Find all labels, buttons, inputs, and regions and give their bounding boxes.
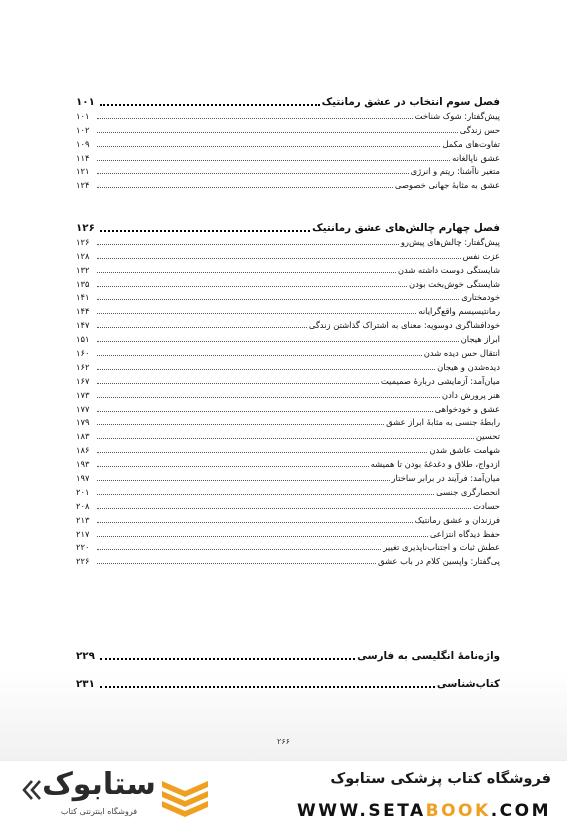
- toc-bibliography-heading: [76, 674, 500, 690]
- toc-chapter-heading: [76, 92, 500, 108]
- toc-chapter4-section: [76, 218, 500, 567]
- toc-entry-page: ۲۱۳: [76, 514, 90, 525]
- toc-entry-title: خودافشاگری دوسویه: معنای به اشتراک گذاشتن زندگی: [308, 320, 500, 331]
- toc-entry: [76, 248, 500, 262]
- toc-entry: [76, 177, 500, 191]
- toc-entry-title: رمانتیسیسم واقع‌گرایانه: [418, 306, 500, 317]
- toc-entry-title: دیده‌شدن و هیجان: [437, 361, 500, 372]
- toc-entry-title: شایستگی خوش‌بخت بودن: [408, 278, 500, 289]
- glossary-page: ۲۲۹: [76, 650, 95, 662]
- toc-entry-page: ۱۱۴: [76, 152, 90, 163]
- toc-entry: [76, 373, 500, 387]
- toc-entry: [76, 359, 500, 373]
- dot-leader: [97, 187, 393, 188]
- toc-entry: [76, 108, 500, 122]
- dot-leader: [97, 299, 459, 300]
- url-suffix: .COM: [490, 801, 551, 821]
- toc-entry-page: ۱۶۲: [76, 361, 90, 372]
- glossary-title: واژه‌نامهٔ انگلیسی به فارسی: [357, 650, 500, 662]
- bibliography-title: کتاب‌شناسی: [436, 678, 500, 690]
- chapter-page: ۱۰۱: [76, 96, 95, 108]
- toc-entry: [76, 345, 500, 359]
- url-prefix: WWW.SETA: [297, 801, 426, 821]
- dot-leader: [97, 536, 428, 537]
- toc-entry: [76, 484, 500, 498]
- toc-entry-page: ۱۲۸: [76, 250, 90, 261]
- toc-entry-page: ۱۲۶: [76, 236, 90, 247]
- toc-chapter4-list: [76, 234, 500, 567]
- dot-leader: [97, 258, 461, 259]
- dot-leader: [97, 452, 427, 453]
- dot-leader: [100, 230, 310, 232]
- dot-leader: [97, 508, 471, 509]
- toc-entry-title: پی‌گفتار: واپسین کلام در باب عشق: [377, 556, 500, 567]
- toc-entry: [76, 387, 500, 401]
- toc-entry-title: حس زندگی: [459, 124, 500, 135]
- dot-leader: [97, 466, 369, 467]
- dot-leader: [97, 160, 450, 161]
- toc-entry-page: ۱۰۱: [76, 110, 90, 121]
- toc-entry-page: ۱۹۷: [76, 473, 90, 484]
- toc-entry-page: ۱۳۵: [76, 278, 90, 289]
- dot-leader: [97, 272, 396, 273]
- dot-leader: [97, 173, 409, 174]
- url-accent: BOOK: [425, 801, 491, 821]
- toc-chapter3-list: [76, 108, 500, 191]
- toc-entry: [76, 456, 500, 470]
- dot-leader: [97, 313, 416, 314]
- toc-entry-title: هنر پرورش دادن: [441, 389, 500, 400]
- toc-entry-page: ۱۶۰: [76, 348, 90, 359]
- toc-entry-title: تحسین: [475, 431, 500, 442]
- toc-entry: [76, 331, 500, 345]
- toc-entry: [76, 470, 500, 484]
- store-footer-banner: [0, 760, 567, 833]
- toc-entry-title: عشق و خودخواهی: [434, 403, 500, 414]
- toc-entry-title: عشق ناپالغانه: [452, 152, 500, 163]
- store-logo-text: ستابوک: [42, 767, 156, 802]
- toc-entry: [76, 276, 500, 290]
- toc-entry-page: ۱۲۴: [76, 180, 90, 191]
- dot-leader: [97, 369, 435, 370]
- toc-entry-page: ۲۰۸: [76, 500, 90, 511]
- dot-leader: [97, 146, 440, 147]
- dot-leader: [100, 658, 355, 660]
- bibliography-page: ۲۳۱: [76, 678, 95, 690]
- dot-leader: [97, 383, 379, 384]
- toc-entry-page: ۱۰۹: [76, 138, 90, 149]
- toc-entry: [76, 526, 500, 540]
- store-name: فروشگاه کتاب پزشکی ستابوک: [330, 771, 551, 787]
- toc-entry-title: شهامت عاشق شدن: [429, 445, 500, 456]
- toc-entry: [76, 442, 500, 456]
- toc-entry-title: عزت نفس: [462, 250, 500, 261]
- toc-entry-title: حفظ دیدگاه انتزاعی: [429, 528, 500, 539]
- toc-entry-title: پیش‌گفتار: شوک شناخت: [414, 110, 500, 121]
- toc-entry-page: ۲۱۷: [76, 528, 90, 539]
- dot-leader: [97, 327, 307, 328]
- toc-entry-page: ۱۲۱: [76, 166, 90, 177]
- toc-entry-page: ۱۶۷: [76, 375, 90, 386]
- toc-entry-page: ۲۲۰: [76, 542, 90, 553]
- toc-entry-title: رابطهٔ جنسی به مثابهٔ ابراز عشق: [386, 417, 500, 428]
- toc-entry: [76, 553, 500, 567]
- chapter-title: فصل سوم انتخاب در عشق رمانتیک: [321, 96, 500, 108]
- toc-entry: [76, 512, 500, 526]
- toc-entry-title: فرزندان و عشق رمانتیک: [414, 514, 500, 525]
- dot-leader: [97, 397, 440, 398]
- toc-glossary: [76, 646, 500, 662]
- toc-entry-page: ۱۰۲: [76, 124, 90, 135]
- toc-entry-page: ۱۷۳: [76, 389, 90, 400]
- toc-entry: [76, 498, 500, 512]
- dot-leader: [97, 355, 422, 356]
- toc-entry-page: ۲۰۱: [76, 486, 90, 497]
- dot-leader: [97, 132, 458, 133]
- open-book-icon: [158, 773, 212, 819]
- page-number: ۲۶۶: [277, 737, 290, 746]
- toc-entry-title: متغیر ناآشنا: ریتم و انرژی: [410, 166, 500, 177]
- toc-entry: [76, 290, 500, 304]
- toc-entry: [76, 303, 500, 317]
- toc-entry: [76, 136, 500, 150]
- toc-entry-title: میان‌آمد: آزمایشی دربارهٔ صمیمیت: [380, 375, 500, 386]
- chapter-title: فصل چهارم چالش‌های عشق رمانتیک: [312, 222, 500, 234]
- toc-entry-title: خودمختاری: [461, 292, 500, 303]
- toc-entry-page: ۱۴۴: [76, 306, 90, 317]
- toc-entry-title: انتقال حس دیده شدن: [423, 348, 500, 359]
- dot-leader: [97, 438, 474, 439]
- dot-leader: [100, 104, 320, 106]
- dot-leader: [97, 341, 459, 342]
- toc-entry-title: عشق به مثابهٔ جهانی خصوصی: [394, 180, 500, 191]
- store-url[interactable]: [297, 801, 551, 821]
- toc-entry-title: ازدواج، طلاق و دغدغهٔ بودن تا همیشه: [370, 459, 500, 470]
- toc-entry-title: انحصارگری جنسی: [436, 486, 500, 497]
- toc-entry: [76, 401, 500, 415]
- toc-entry: [76, 428, 500, 442]
- toc-entry-title: میان‌آمد: فرآیند در برابر ساختار: [391, 473, 500, 484]
- toc-entry: [76, 540, 500, 554]
- dot-leader: [97, 411, 433, 412]
- toc-glossary-heading: [76, 646, 500, 662]
- toc-entry-title: عطش ثبات و اجتناب‌ناپذیری تغییر: [383, 542, 500, 553]
- toc-entry-page: ۱۸۳: [76, 431, 90, 442]
- dot-leader: [97, 522, 413, 523]
- dot-leader: [97, 563, 376, 564]
- toc-entry: [76, 150, 500, 164]
- toc-entry-page: ۱۹۳: [76, 459, 90, 470]
- dot-leader: [97, 424, 384, 425]
- toc-entry: [76, 262, 500, 276]
- toc-chapter3-section: [76, 92, 500, 191]
- dot-leader: [97, 494, 434, 495]
- dot-leader: [97, 549, 381, 550]
- toc-bibliography: [76, 674, 500, 690]
- chevron-left-double-icon: [22, 779, 42, 801]
- toc-entry-page: ۱۴۱: [76, 292, 90, 303]
- toc-entry: [76, 234, 500, 248]
- toc-entry-page: ۱۸۶: [76, 445, 90, 456]
- toc-entry-page: ۱۷۷: [76, 403, 90, 414]
- toc-entry-page: ۲۲۶: [76, 556, 90, 567]
- dot-leader: [97, 286, 407, 287]
- toc-entry: [76, 317, 500, 331]
- toc-entry-page: ۱۳۲: [76, 264, 90, 275]
- toc-entry-page: ۱۴۷: [76, 320, 90, 331]
- toc-entry: [76, 164, 500, 178]
- dot-leader: [97, 244, 399, 245]
- dot-leader: [100, 686, 435, 688]
- toc-entry: [76, 122, 500, 136]
- toc-entry-title: حسادت: [473, 500, 500, 511]
- toc-entry-title: پیش‌گفتار: چالش‌های پیش‌رو: [400, 236, 500, 247]
- chapter-page: ۱۲۶: [76, 222, 95, 234]
- toc-entry-title: ابراز هیجان: [460, 334, 500, 345]
- dot-leader: [97, 118, 413, 119]
- toc-entry-title: شایستگی دوست داشته شدن: [397, 264, 500, 275]
- toc-entry-title: تفاوت‌های مکمل: [442, 138, 500, 149]
- store-logo-subtitle: فروشگاه اینترنتی کتاب: [60, 807, 138, 816]
- toc-entry: [76, 415, 500, 429]
- toc-entry-page: ۱۷۹: [76, 417, 90, 428]
- dot-leader: [97, 480, 390, 481]
- toc-entry-page: ۱۵۱: [76, 334, 90, 345]
- toc-chapter-heading: [76, 218, 500, 234]
